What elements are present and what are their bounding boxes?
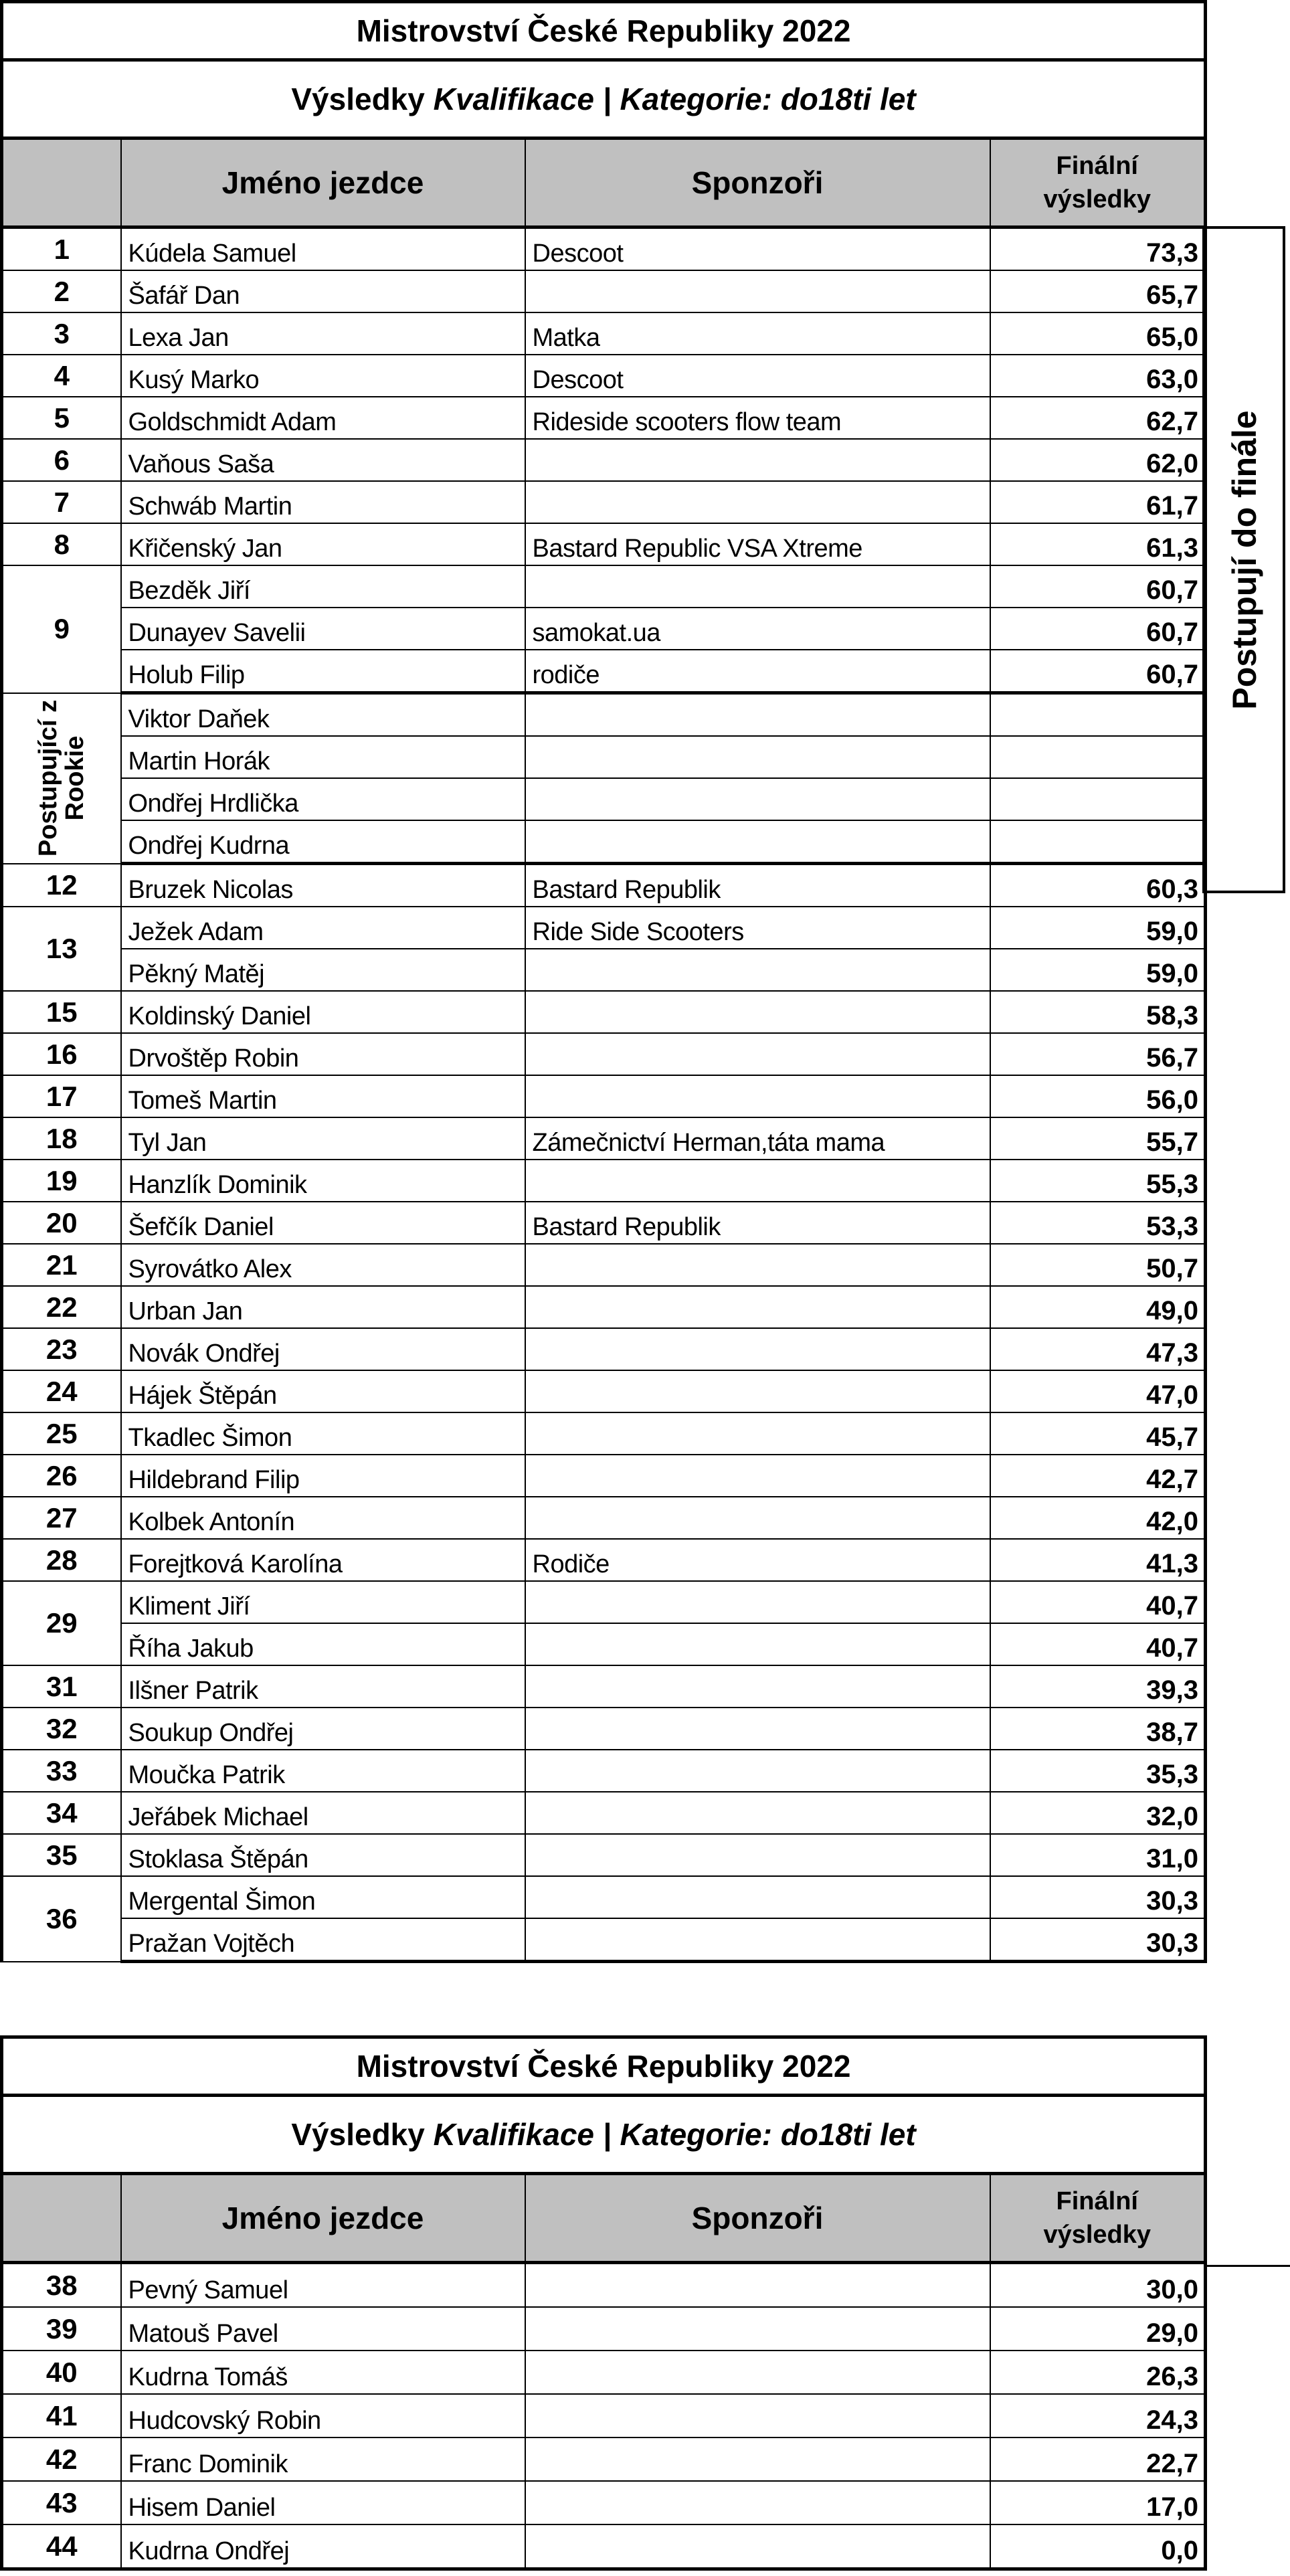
rank-cell: 4	[2, 355, 121, 397]
final-score: 62,7	[990, 397, 1206, 439]
rookie-label: Postupující z Rookie	[34, 699, 90, 857]
table-row	[2, 565, 1206, 608]
sponsor	[525, 2307, 990, 2351]
table-row	[2, 991, 1206, 1033]
sponsor	[525, 1328, 990, 1370]
sponsor	[525, 2481, 990, 2524]
sponsor: Descoot	[525, 355, 990, 397]
rider-name: Šafář Dan	[121, 270, 525, 312]
rider-name: Goldschmidt Adam	[121, 397, 525, 439]
final-score: 59,0	[990, 907, 1206, 949]
sponsor	[525, 1412, 990, 1455]
sponsor	[525, 270, 990, 312]
rider-name: Pěkný Matěj	[121, 949, 525, 991]
header-final-results: Finální výsledky	[990, 139, 1206, 227]
results-table-2	[0, 2035, 1207, 2571]
sponsor	[525, 693, 990, 737]
final-score: 55,7	[990, 1117, 1206, 1160]
final-score: 30,0	[990, 2263, 1206, 2308]
rider-name: Křičenský Jan	[121, 523, 525, 565]
rank-cell: 9	[2, 565, 121, 693]
header-name-2: Jméno jezdce	[121, 2174, 525, 2263]
header-sponsors-2: Sponzoři	[525, 2174, 990, 2263]
table-row	[2, 608, 1206, 650]
sponsor: Rodiče	[525, 1539, 990, 1581]
divider-line	[1204, 2265, 1290, 2267]
final-score: 17,0	[990, 2481, 1206, 2524]
table-row	[2, 523, 1206, 565]
table-row	[2, 1539, 1206, 1581]
rider-name: Bezděk Jiří	[121, 565, 525, 608]
sponsor	[525, 2351, 990, 2394]
sponsor	[525, 1075, 990, 1117]
sponsor: samokat.ua	[525, 608, 990, 650]
rank-cell: 13	[2, 907, 121, 991]
rank-cell: 3	[2, 312, 121, 355]
table-row	[2, 2437, 1206, 2481]
header-sponsors: Sponzoři	[525, 139, 990, 227]
final-score: 47,3	[990, 1328, 1206, 1370]
sponsor: Zámečnictví Herman,táta mama	[525, 1117, 990, 1160]
table-row	[2, 1455, 1206, 1497]
table-row	[2, 650, 1206, 693]
rank-cell: 41	[2, 2394, 121, 2437]
rank-cell: 8	[2, 523, 121, 565]
rank-cell: 43	[2, 2481, 121, 2524]
table-row	[2, 1581, 1206, 1623]
final-score: 56,7	[990, 1033, 1206, 1075]
table-row	[2, 355, 1206, 397]
sponsor	[525, 991, 990, 1033]
header-rank-2	[2, 2174, 121, 2263]
final-score: 30,3	[990, 1876, 1206, 1918]
rider-name: Kudrna Tomáš	[121, 2351, 525, 2394]
rider-name: Forejtková Karolína	[121, 1539, 525, 1581]
final-score: 58,3	[990, 991, 1206, 1033]
rider-name: Dunayev Savelii	[121, 608, 525, 650]
rider-name: Kusý Marko	[121, 355, 525, 397]
rider-name: Stoklasa Štěpán	[121, 1834, 525, 1876]
table-row	[2, 439, 1206, 481]
table-row	[2, 1117, 1206, 1160]
rank-cell: 34	[2, 1792, 121, 1834]
sponsor	[525, 1244, 990, 1286]
sponsor: Descoot	[525, 227, 990, 271]
final-score: 24,3	[990, 2394, 1206, 2437]
table-row	[2, 693, 1206, 737]
final-score: 40,7	[990, 1623, 1206, 1665]
final-score: 30,3	[990, 1918, 1206, 1962]
sponsor: Bastard Republik	[525, 864, 990, 907]
sponsor	[525, 1581, 990, 1623]
rider-name: Moučka Patrik	[121, 1750, 525, 1792]
rider-name: Novák Ondřej	[121, 1328, 525, 1370]
rider-name: Syrovátko Alex	[121, 1244, 525, 1286]
table-title-2: Mistrovství České Republiky 2022	[2, 2037, 1206, 2096]
table-row	[2, 907, 1206, 949]
sponsor	[525, 949, 990, 991]
rider-name: Tyl Jan	[121, 1117, 525, 1160]
rider-name: Šefčík Daniel	[121, 1202, 525, 1244]
rank-cell: 36	[2, 1876, 121, 1962]
table-row	[2, 2351, 1206, 2394]
table-row	[2, 1202, 1206, 1244]
final-score: 60,3	[990, 864, 1206, 907]
table-row	[2, 227, 1206, 271]
table-row	[2, 2263, 1206, 2308]
table-row	[2, 1075, 1206, 1117]
rider-name: Martin Horák	[121, 736, 525, 778]
sponsor: Bastard Republik	[525, 1202, 990, 1244]
table-row	[2, 1623, 1206, 1665]
rider-name: Pevný Samuel	[121, 2263, 525, 2308]
rider-name: Tkadlec Šimon	[121, 1412, 525, 1455]
final-score: 62,0	[990, 439, 1206, 481]
table-row	[2, 1328, 1206, 1370]
sponsor	[525, 1792, 990, 1834]
rider-name: Hildebrand Filip	[121, 1455, 525, 1497]
sponsor	[525, 2394, 990, 2437]
sponsor	[525, 2524, 990, 2569]
table-row	[2, 2524, 1206, 2569]
table-row	[2, 949, 1206, 991]
rider-name: Bruzek Nicolas	[121, 864, 525, 907]
rider-name: Lexa Jan	[121, 312, 525, 355]
rider-name: Koldinský Daniel	[121, 991, 525, 1033]
rider-name: Hudcovský Robin	[121, 2394, 525, 2437]
table-row	[2, 864, 1206, 907]
rank-cell: 7	[2, 481, 121, 523]
rank-cell: 25	[2, 1412, 121, 1455]
rank-cell: 17	[2, 1075, 121, 1117]
table-subtitle	[2, 60, 1206, 139]
rank-cell: 15	[2, 991, 121, 1033]
sponsor	[525, 778, 990, 820]
final-score: 40,7	[990, 1581, 1206, 1623]
rider-name: Drvoštěp Robin	[121, 1033, 525, 1075]
final-score	[990, 693, 1206, 737]
sponsor	[525, 565, 990, 608]
final-score: 32,0	[990, 1792, 1206, 1834]
final-score: 60,7	[990, 565, 1206, 608]
sponsor: Bastard Republic VSA Xtreme	[525, 523, 990, 565]
final-score: 60,7	[990, 608, 1206, 650]
final-score: 31,0	[990, 1834, 1206, 1876]
final-score: 50,7	[990, 1244, 1206, 1286]
rank-cell: 33	[2, 1750, 121, 1792]
rider-name: Pražan Vojtěch	[121, 1918, 525, 1962]
table-row	[2, 1750, 1206, 1792]
final-score: 42,7	[990, 1455, 1206, 1497]
sponsor	[525, 1750, 990, 1792]
sponsor	[525, 1834, 990, 1876]
table-row	[2, 2394, 1206, 2437]
rider-name: Hanzlík Dominik	[121, 1160, 525, 1202]
sponsor	[525, 2263, 990, 2308]
rider-name: Ježek Adam	[121, 907, 525, 949]
sponsor	[525, 1497, 990, 1539]
sponsor	[525, 439, 990, 481]
rider-name: Kudrna Ondřej	[121, 2524, 525, 2569]
rider-name: Jeřábek Michael	[121, 1792, 525, 1834]
table-row	[2, 1665, 1206, 1708]
rider-name: Kúdela Samuel	[121, 227, 525, 271]
sponsor	[525, 1708, 990, 1750]
final-score: 26,3	[990, 2351, 1206, 2394]
table-row	[2, 270, 1206, 312]
final-score: 38,7	[990, 1708, 1206, 1750]
sponsor	[525, 1665, 990, 1708]
sponsor	[525, 736, 990, 778]
advance-to-final-box	[1202, 226, 1285, 893]
final-score	[990, 820, 1206, 864]
rider-name: Schwáb Martin	[121, 481, 525, 523]
rider-name: Ondřej Hrdlička	[121, 778, 525, 820]
table-row	[2, 1033, 1206, 1075]
sponsor: Ride Side Scooters	[525, 907, 990, 949]
table-row	[2, 481, 1206, 523]
rider-name: Holub Filip	[121, 650, 525, 693]
rider-name: Kliment Jiří	[121, 1581, 525, 1623]
header-name: Jméno jezdce	[121, 139, 525, 227]
sponsor	[525, 481, 990, 523]
final-score	[990, 778, 1206, 820]
final-score: 29,0	[990, 2307, 1206, 2351]
table-row	[2, 2307, 1206, 2351]
final-score: 65,0	[990, 312, 1206, 355]
rank-cell: 32	[2, 1708, 121, 1750]
table-row	[2, 1370, 1206, 1412]
final-score: 56,0	[990, 1075, 1206, 1117]
final-score: 22,7	[990, 2437, 1206, 2481]
rank-cell: 29	[2, 1581, 121, 1665]
final-score: 42,0	[990, 1497, 1206, 1539]
rank-cell: 31	[2, 1665, 121, 1708]
rank-cell: 18	[2, 1117, 121, 1160]
final-score	[990, 736, 1206, 778]
sponsor: Rideside scooters flow team	[525, 397, 990, 439]
rank-cell: 44	[2, 2524, 121, 2569]
results-sheet-page-2	[0, 2035, 1204, 2571]
final-score: 63,0	[990, 355, 1206, 397]
sponsor	[525, 1918, 990, 1962]
rider-name: Vaňous Saša	[121, 439, 525, 481]
advance-to-final-label: Postupují do finále	[1225, 409, 1263, 710]
rider-name: Ondřej Kudrna	[121, 820, 525, 864]
final-score: 55,3	[990, 1160, 1206, 1202]
table-row	[2, 1876, 1206, 1918]
rank-cell: 5	[2, 397, 121, 439]
table-row	[2, 1834, 1206, 1876]
rank-cell: 23	[2, 1328, 121, 1370]
rider-name: Kolbek Antonín	[121, 1497, 525, 1539]
final-score: 59,0	[990, 949, 1206, 991]
rank-cell: 40	[2, 2351, 121, 2394]
rider-name: Hájek Štěpán	[121, 1370, 525, 1412]
table-row	[2, 1160, 1206, 1202]
rank-cell: 27	[2, 1497, 121, 1539]
rank-cell: 2	[2, 270, 121, 312]
final-score: 49,0	[990, 1286, 1206, 1328]
table-row	[2, 397, 1206, 439]
table-row	[2, 1708, 1206, 1750]
rank-cell: 6	[2, 439, 121, 481]
final-score: 53,3	[990, 1202, 1206, 1244]
rank-cell: 1	[2, 227, 121, 271]
header-rank	[2, 139, 121, 227]
final-score: 0,0	[990, 2524, 1206, 2569]
rank-cell: 38	[2, 2263, 121, 2308]
rookie-label-cell	[2, 693, 121, 864]
final-score: 73,3	[990, 227, 1206, 271]
final-score: 47,0	[990, 1370, 1206, 1412]
rider-name: Tomeš Martin	[121, 1075, 525, 1117]
table-row	[2, 736, 1206, 778]
rider-name: Ilšner Patrik	[121, 1665, 525, 1708]
rank-cell: 16	[2, 1033, 121, 1075]
rider-name: Matouš Pavel	[121, 2307, 525, 2351]
table-row	[2, 778, 1206, 820]
sponsor	[525, 1033, 990, 1075]
rider-name: Urban Jan	[121, 1286, 525, 1328]
rank-cell: 21	[2, 1244, 121, 1286]
rank-cell: 19	[2, 1160, 121, 1202]
sponsor	[525, 1876, 990, 1918]
table-row	[2, 2481, 1206, 2524]
rank-cell: 20	[2, 1202, 121, 1244]
final-score: 60,7	[990, 650, 1206, 693]
sponsor	[525, 1370, 990, 1412]
final-score: 61,3	[990, 523, 1206, 565]
sponsor	[525, 1455, 990, 1497]
final-score: 39,3	[990, 1665, 1206, 1708]
final-score: 61,7	[990, 481, 1206, 523]
sponsor: rodiče	[525, 650, 990, 693]
sponsor	[525, 1623, 990, 1665]
rank-cell: 26	[2, 1455, 121, 1497]
table-row	[2, 1412, 1206, 1455]
rider-name: Soukup Ondřej	[121, 1708, 525, 1750]
rank-cell: 42	[2, 2437, 121, 2481]
table-row	[2, 1497, 1206, 1539]
sponsor	[525, 2437, 990, 2481]
final-score: 65,7	[990, 270, 1206, 312]
rank-cell: 35	[2, 1834, 121, 1876]
table-row	[2, 1918, 1206, 1962]
table-row	[2, 312, 1206, 355]
final-score: 41,3	[990, 1539, 1206, 1581]
sponsor	[525, 820, 990, 864]
final-score: 45,7	[990, 1412, 1206, 1455]
rank-cell: 39	[2, 2307, 121, 2351]
table-row	[2, 1792, 1206, 1834]
rider-name: Franc Dominik	[121, 2437, 525, 2481]
rank-cell: 22	[2, 1286, 121, 1328]
rider-name: Mergental Šimon	[121, 1876, 525, 1918]
table-title: Mistrovství České Republiky 2022	[2, 2, 1206, 60]
subtitle-category: Kvalifikace | Kategorie: do18ti let	[433, 82, 916, 116]
rider-name: Říha Jakub	[121, 1623, 525, 1665]
table-row	[2, 1286, 1206, 1328]
subtitle-prefix: Výsledky	[291, 82, 434, 116]
final-score: 35,3	[990, 1750, 1206, 1792]
sponsor: Matka	[525, 312, 990, 355]
rider-name: Viktor Daňek	[121, 693, 525, 737]
rider-name: Hisem Daniel	[121, 2481, 525, 2524]
sponsor	[525, 1160, 990, 1202]
header-final-results-2: Finální výsledky	[990, 2174, 1206, 2263]
table-row	[2, 820, 1206, 864]
rank-cell: 24	[2, 1370, 121, 1412]
table-subtitle-2: Výsledky Kvalifikace | Kategorie: do18ti let	[2, 2096, 1206, 2174]
sponsor	[525, 1286, 990, 1328]
rank-cell: 12	[2, 864, 121, 907]
table-row	[2, 1244, 1206, 1286]
rank-cell: 28	[2, 1539, 121, 1581]
